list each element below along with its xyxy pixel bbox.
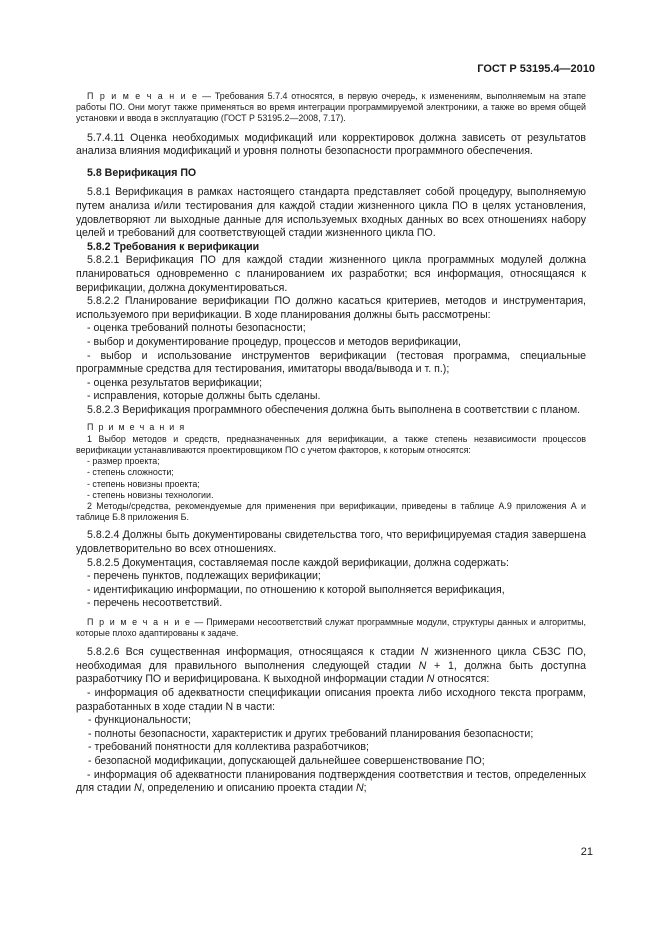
list-item: - перечень несоответствий. xyxy=(87,597,223,610)
document-header: ГОСТ Р 53195.4—2010 xyxy=(477,63,595,75)
list-item: - исправления, которые должны быть сделаны. xyxy=(87,390,321,403)
list-item: - полноты безопасности, характеристик и других требований планирования безопасности; xyxy=(88,727,534,740)
list-item: - размер проекта; xyxy=(87,456,160,467)
text-run: - информация об адекватности планирования подтверждения соответствия и тестов, определенных для стадии xyxy=(76,768,586,795)
info-item-2 xyxy=(76,769,586,796)
note-item-1: 1 Выбор методов и средств, предназначенных для верификации, а также степень независимости процессов верификации устанавливаются проектировщиком ПО с учетом факторов, к которым относятся: xyxy=(76,433,586,455)
text-run: 5.8.2.6 Вся существенная информация, относящаяся к стадии xyxy=(87,646,421,659)
page-number: 21 xyxy=(580,846,593,858)
list-item: - степень новизны технологии. xyxy=(87,489,214,500)
clause-5-8-2-1: 5.8.2.1 Верификация ПО для каждой стадии жизненного цикла программных модулей должна планироваться одновременно с планированием их разработки; вся информация, относящаяся к верификации, должна документироваться. xyxy=(76,254,586,294)
page-content xyxy=(76,91,586,796)
stage-variable: N xyxy=(426,673,435,686)
text-run: + 1, должна быть доступна разработчику ПО и верифицирована. К выходной информации стадии xyxy=(76,659,586,686)
info-item-1: - информация об адекватности спецификации описания проекта либо исходного текста программ, разработанных в ходе стадии N в части: xyxy=(76,687,586,713)
stage-variable: N xyxy=(355,782,364,795)
stage-variable: N xyxy=(420,646,429,659)
clause-5-7-4-11: 5.7.4.11 Оценка необходимых модификаций или корректировок должна зависеть от результатов анализа влияния модификаций и уровня полноты безопасности программного обеспечения. xyxy=(76,131,586,158)
text-run: , определению и описанию проекта стадии xyxy=(141,782,356,795)
note-nonconformities xyxy=(76,617,586,639)
notes-label: П р и м е ч а н и я xyxy=(87,422,186,433)
subsection-heading-5-8-2: 5.8.2 Требования к верификации xyxy=(87,240,260,253)
note-5-7-4 xyxy=(76,91,586,125)
list-item: - требований понятности для коллектива разработчиков; xyxy=(88,741,369,754)
text-run: относятся: xyxy=(434,673,490,686)
clause-5-8-2-6 xyxy=(76,646,586,687)
clause-5-8-2-5: 5.8.2.5 Документация, составляемая после каждой верификации, должна содержать: xyxy=(87,556,510,569)
note-text: — Требования 5.7.4 относятся, в первую очередь, к изменениям, выполняемым на этапе работы ПО. Они могут также применяться во время интеграции программируемой электроники, а также во время общей установки и ввода в эксплуатацию (ГОСТ Р 53195.2—2008, 7.17). xyxy=(76,91,586,124)
list-item: - степень сложности; xyxy=(87,467,174,478)
clause-5-8-1: 5.8.1 Верификация в рамках настоящего стандарта представляет собой процедуру, выполняемую путем анализа и/или тестирования для каждой стадии жизненного цикла ПО в целях установления, удовлетворяют ли выходные данные для используемых входных данных во всех отношениях набору целей и требований для соответствующей стадии жизненного цикла ПО. xyxy=(76,186,586,240)
clause-5-8-2-4: 5.8.2.4 Должны быть документированы свидетельства того, что верифицируемая стадия завершена удовлетворительно во всех отношениях. xyxy=(76,529,586,555)
text-run: жизненного цикла СБЗС ПО, необходимая для правильного выполнения следующей стадии xyxy=(76,646,587,672)
note-label: П р и м е ч а н и е xyxy=(87,91,199,101)
section-heading-5-8: 5.8 Верификация ПО xyxy=(87,166,197,179)
list-item: - степень новизны проекта; xyxy=(87,478,200,489)
list-item: - выбор и использование инструментов верификации (тестовая программа, специальные программные средства для тестирования, имитаторы ввода/вывода и т. п.); xyxy=(76,349,586,376)
clause-5-8-2-3: 5.8.2.3 Верификация программного обеспечения должна быть выполнена в соответствии с планом. xyxy=(87,403,581,416)
note-item-2: 2 Методы/средства, рекомендуемые для применения при верификации, приведены в таблице А.9 приложения А и таблице Б.8 приложения Б. xyxy=(76,500,586,523)
list-item: - оценка требований полноты безопасности; xyxy=(87,322,306,335)
clause-5-8-2-2: 5.8.2.2 Планирование верификации ПО должно касаться критериев, методов и инструментария, используемого при верификации. В ходе планирования должны быть рассмотрены: xyxy=(76,295,586,321)
note-text: — Примерами несоответствий служат программные модули, структуры данных и алгоритмы, которые плохо адаптированы к задаче. xyxy=(76,616,586,639)
stage-variable: N xyxy=(133,782,142,795)
list-item: - оценка результатов верификации; xyxy=(87,376,263,389)
list-item: - безопасной модификации, допускающей дальнейшее совершенствование ПО; xyxy=(88,755,485,768)
list-item: - перечень пунктов, подлежащих верификации; xyxy=(87,570,321,583)
stage-variable: N xyxy=(418,659,427,672)
list-item: - функциональности; xyxy=(88,714,191,727)
list-item: - идентификацию информации, по отношению к которой выполняется верификация, xyxy=(87,583,505,596)
text-run: ; xyxy=(363,782,367,795)
list-item: - выбор и документирование процедур, процессов и методов верификации, xyxy=(87,335,461,348)
note-label: П р и м е ч а н и е xyxy=(87,616,192,627)
